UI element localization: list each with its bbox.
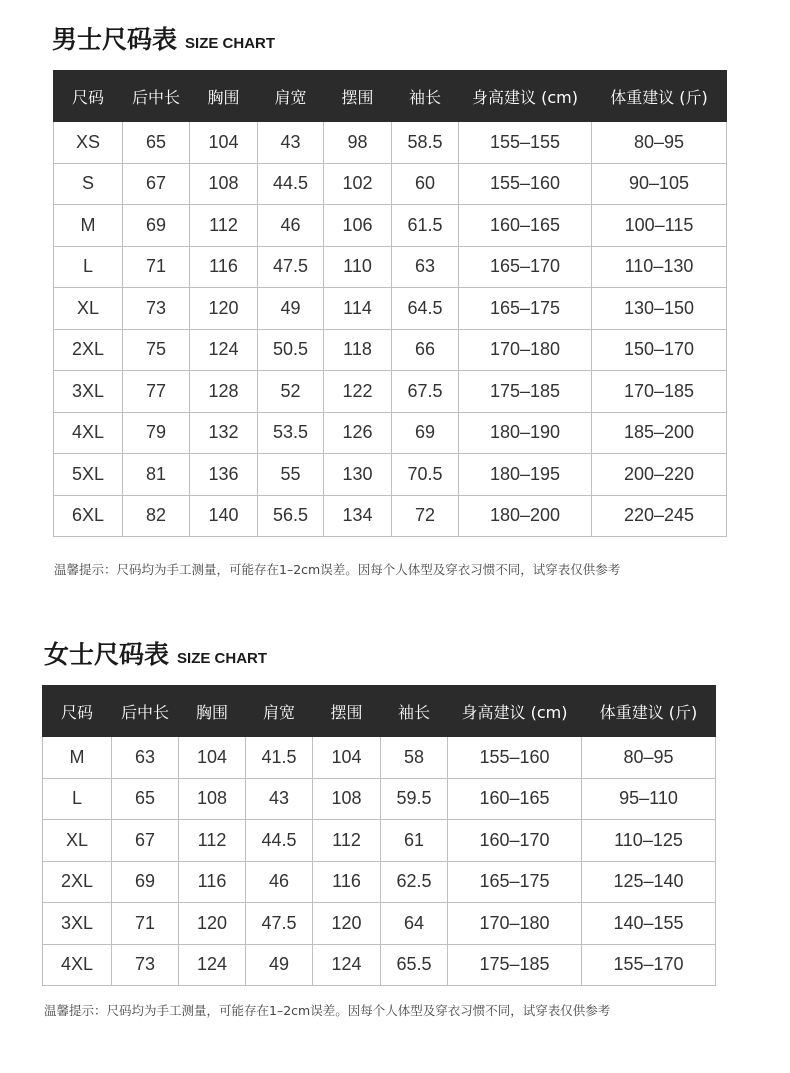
women-header-cell: 摆围 bbox=[313, 686, 381, 737]
value-cell: 185–200 bbox=[592, 412, 727, 454]
value-cell: 112 bbox=[190, 205, 258, 247]
value-cell: 55 bbox=[258, 454, 324, 496]
value-cell: 43 bbox=[246, 778, 313, 820]
value-cell: 112 bbox=[313, 820, 381, 862]
value-cell: 124 bbox=[313, 944, 381, 986]
value-cell: 136 bbox=[190, 454, 258, 496]
size-cell: S bbox=[54, 163, 123, 205]
value-cell: 108 bbox=[179, 778, 246, 820]
value-cell: 170–185 bbox=[592, 371, 727, 413]
value-cell: 130 bbox=[324, 454, 392, 496]
size-cell: 3XL bbox=[43, 903, 112, 945]
value-cell: 46 bbox=[258, 205, 324, 247]
men-size-table bbox=[53, 70, 727, 537]
table-row bbox=[43, 944, 716, 986]
women-note: 温馨提示：尺码均为手工测量，可能存在1–2cm误差。因每个人体型及穿衣习惯不同，试穿表仅供参考 bbox=[44, 1003, 611, 1018]
women-size-table bbox=[42, 685, 716, 986]
value-cell: 52 bbox=[258, 371, 324, 413]
value-cell: 125–140 bbox=[582, 861, 716, 903]
men-header-cell: 尺码 bbox=[54, 71, 123, 122]
value-cell: 155–155 bbox=[459, 122, 592, 164]
value-cell: 108 bbox=[313, 778, 381, 820]
value-cell: 160–165 bbox=[448, 778, 582, 820]
value-cell: 220–245 bbox=[592, 495, 727, 537]
value-cell: 165–175 bbox=[459, 288, 592, 330]
value-cell: 77 bbox=[123, 371, 190, 413]
size-cell: 6XL bbox=[54, 495, 123, 537]
size-cell: L bbox=[43, 778, 112, 820]
men-header-cell: 胸围 bbox=[190, 71, 258, 122]
value-cell: 134 bbox=[324, 495, 392, 537]
value-cell: 44.5 bbox=[258, 163, 324, 205]
value-cell: 100–115 bbox=[592, 205, 727, 247]
men-header-cell: 袖长 bbox=[392, 71, 459, 122]
women-header-row bbox=[43, 686, 716, 737]
women-header-cell: 后中长 bbox=[112, 686, 179, 737]
value-cell: 59.5 bbox=[381, 778, 448, 820]
value-cell: 116 bbox=[313, 861, 381, 903]
value-cell: 70.5 bbox=[392, 454, 459, 496]
table-row bbox=[43, 903, 716, 945]
value-cell: 95–110 bbox=[582, 778, 716, 820]
value-cell: 104 bbox=[313, 737, 381, 779]
value-cell: 200–220 bbox=[592, 454, 727, 496]
table-row bbox=[54, 288, 727, 330]
value-cell: 110–130 bbox=[592, 246, 727, 288]
value-cell: 124 bbox=[190, 329, 258, 371]
value-cell: 118 bbox=[324, 329, 392, 371]
value-cell: 132 bbox=[190, 412, 258, 454]
women-table-body bbox=[43, 737, 716, 986]
table-row bbox=[54, 412, 727, 454]
value-cell: 64 bbox=[381, 903, 448, 945]
size-cell: XS bbox=[54, 122, 123, 164]
men-header-row bbox=[54, 71, 727, 122]
value-cell: 116 bbox=[190, 246, 258, 288]
value-cell: 72 bbox=[392, 495, 459, 537]
value-cell: 44.5 bbox=[246, 820, 313, 862]
value-cell: 120 bbox=[190, 288, 258, 330]
table-row bbox=[43, 861, 716, 903]
women-header-cell: 体重建议 (斤) bbox=[582, 686, 716, 737]
value-cell: 56.5 bbox=[258, 495, 324, 537]
value-cell: 82 bbox=[123, 495, 190, 537]
value-cell: 140–155 bbox=[582, 903, 716, 945]
men-table-body bbox=[54, 122, 727, 537]
value-cell: 128 bbox=[190, 371, 258, 413]
value-cell: 114 bbox=[324, 288, 392, 330]
value-cell: 81 bbox=[123, 454, 190, 496]
value-cell: 47.5 bbox=[246, 903, 313, 945]
value-cell: 67.5 bbox=[392, 371, 459, 413]
value-cell: 69 bbox=[392, 412, 459, 454]
value-cell: 160–165 bbox=[459, 205, 592, 247]
value-cell: 104 bbox=[179, 737, 246, 779]
value-cell: 80–95 bbox=[592, 122, 727, 164]
value-cell: 41.5 bbox=[246, 737, 313, 779]
size-cell: 5XL bbox=[54, 454, 123, 496]
value-cell: 69 bbox=[123, 205, 190, 247]
value-cell: 170–180 bbox=[448, 903, 582, 945]
value-cell: 47.5 bbox=[258, 246, 324, 288]
value-cell: 60 bbox=[392, 163, 459, 205]
value-cell: 155–160 bbox=[448, 737, 582, 779]
size-cell: L bbox=[54, 246, 123, 288]
table-row bbox=[54, 163, 727, 205]
table-row bbox=[54, 246, 727, 288]
value-cell: 90–105 bbox=[592, 163, 727, 205]
value-cell: 170–180 bbox=[459, 329, 592, 371]
men-title-cn: 男士尺码表 bbox=[52, 25, 178, 54]
table-row bbox=[54, 454, 727, 496]
men-header-cell: 体重建议 (斤) bbox=[592, 71, 727, 122]
table-row bbox=[43, 737, 716, 779]
value-cell: 71 bbox=[112, 903, 179, 945]
size-cell: M bbox=[43, 737, 112, 779]
value-cell: 46 bbox=[246, 861, 313, 903]
table-row bbox=[43, 820, 716, 862]
men-header-cell: 身高建议 (cm) bbox=[459, 71, 592, 122]
value-cell: 49 bbox=[246, 944, 313, 986]
value-cell: 122 bbox=[324, 371, 392, 413]
value-cell: 124 bbox=[179, 944, 246, 986]
table-row bbox=[54, 122, 727, 164]
size-cell: 2XL bbox=[54, 329, 123, 371]
men-note: 温馨提示：尺码均为手工测量，可能存在1–2cm误差。因每个人体型及穿衣习惯不同，试穿表仅供参考 bbox=[54, 562, 621, 577]
table-row bbox=[54, 495, 727, 537]
value-cell: 65.5 bbox=[381, 944, 448, 986]
value-cell: 116 bbox=[179, 861, 246, 903]
value-cell: 66 bbox=[392, 329, 459, 371]
value-cell: 80–95 bbox=[582, 737, 716, 779]
size-cell: M bbox=[54, 205, 123, 247]
value-cell: 98 bbox=[324, 122, 392, 164]
women-header-cell: 胸围 bbox=[179, 686, 246, 737]
value-cell: 175–185 bbox=[459, 371, 592, 413]
value-cell: 71 bbox=[123, 246, 190, 288]
value-cell: 112 bbox=[179, 820, 246, 862]
men-header-cell: 肩宽 bbox=[258, 71, 324, 122]
table-row bbox=[54, 329, 727, 371]
value-cell: 175–185 bbox=[448, 944, 582, 986]
size-cell: 4XL bbox=[54, 412, 123, 454]
value-cell: 106 bbox=[324, 205, 392, 247]
value-cell: 58.5 bbox=[392, 122, 459, 164]
value-cell: 65 bbox=[112, 778, 179, 820]
value-cell: 75 bbox=[123, 329, 190, 371]
men-title-en: SIZE CHART bbox=[185, 35, 276, 52]
value-cell: 79 bbox=[123, 412, 190, 454]
value-cell: 61.5 bbox=[392, 205, 459, 247]
value-cell: 63 bbox=[392, 246, 459, 288]
value-cell: 180–200 bbox=[459, 495, 592, 537]
size-cell: XL bbox=[43, 820, 112, 862]
value-cell: 155–170 bbox=[582, 944, 716, 986]
table-row bbox=[54, 371, 727, 413]
value-cell: 49 bbox=[258, 288, 324, 330]
women-title-en: SIZE CHART bbox=[177, 650, 268, 667]
value-cell: 102 bbox=[324, 163, 392, 205]
value-cell: 155–160 bbox=[459, 163, 592, 205]
value-cell: 165–170 bbox=[459, 246, 592, 288]
women-title bbox=[44, 635, 267, 671]
size-cell: 2XL bbox=[43, 861, 112, 903]
value-cell: 160–170 bbox=[448, 820, 582, 862]
table-row bbox=[43, 778, 716, 820]
value-cell: 110–125 bbox=[582, 820, 716, 862]
value-cell: 150–170 bbox=[592, 329, 727, 371]
value-cell: 69 bbox=[112, 861, 179, 903]
value-cell: 110 bbox=[324, 246, 392, 288]
value-cell: 104 bbox=[190, 122, 258, 164]
men-title bbox=[52, 20, 275, 56]
value-cell: 165–175 bbox=[448, 861, 582, 903]
size-cell: 4XL bbox=[43, 944, 112, 986]
value-cell: 108 bbox=[190, 163, 258, 205]
value-cell: 67 bbox=[123, 163, 190, 205]
value-cell: 58 bbox=[381, 737, 448, 779]
women-header-cell: 袖长 bbox=[381, 686, 448, 737]
value-cell: 53.5 bbox=[258, 412, 324, 454]
women-title-cn: 女士尺码表 bbox=[44, 640, 170, 669]
value-cell: 73 bbox=[112, 944, 179, 986]
men-header-cell: 摆围 bbox=[324, 71, 392, 122]
value-cell: 120 bbox=[313, 903, 381, 945]
women-header-cell: 身高建议 (cm) bbox=[448, 686, 582, 737]
value-cell: 65 bbox=[123, 122, 190, 164]
value-cell: 180–195 bbox=[459, 454, 592, 496]
value-cell: 63 bbox=[112, 737, 179, 779]
value-cell: 130–150 bbox=[592, 288, 727, 330]
value-cell: 43 bbox=[258, 122, 324, 164]
value-cell: 50.5 bbox=[258, 329, 324, 371]
women-header-cell: 尺码 bbox=[43, 686, 112, 737]
value-cell: 67 bbox=[112, 820, 179, 862]
value-cell: 73 bbox=[123, 288, 190, 330]
size-cell: XL bbox=[54, 288, 123, 330]
value-cell: 140 bbox=[190, 495, 258, 537]
men-header-cell: 后中长 bbox=[123, 71, 190, 122]
value-cell: 180–190 bbox=[459, 412, 592, 454]
value-cell: 64.5 bbox=[392, 288, 459, 330]
size-cell: 3XL bbox=[54, 371, 123, 413]
value-cell: 120 bbox=[179, 903, 246, 945]
value-cell: 62.5 bbox=[381, 861, 448, 903]
value-cell: 126 bbox=[324, 412, 392, 454]
women-header-cell: 肩宽 bbox=[246, 686, 313, 737]
table-row bbox=[54, 205, 727, 247]
value-cell: 61 bbox=[381, 820, 448, 862]
